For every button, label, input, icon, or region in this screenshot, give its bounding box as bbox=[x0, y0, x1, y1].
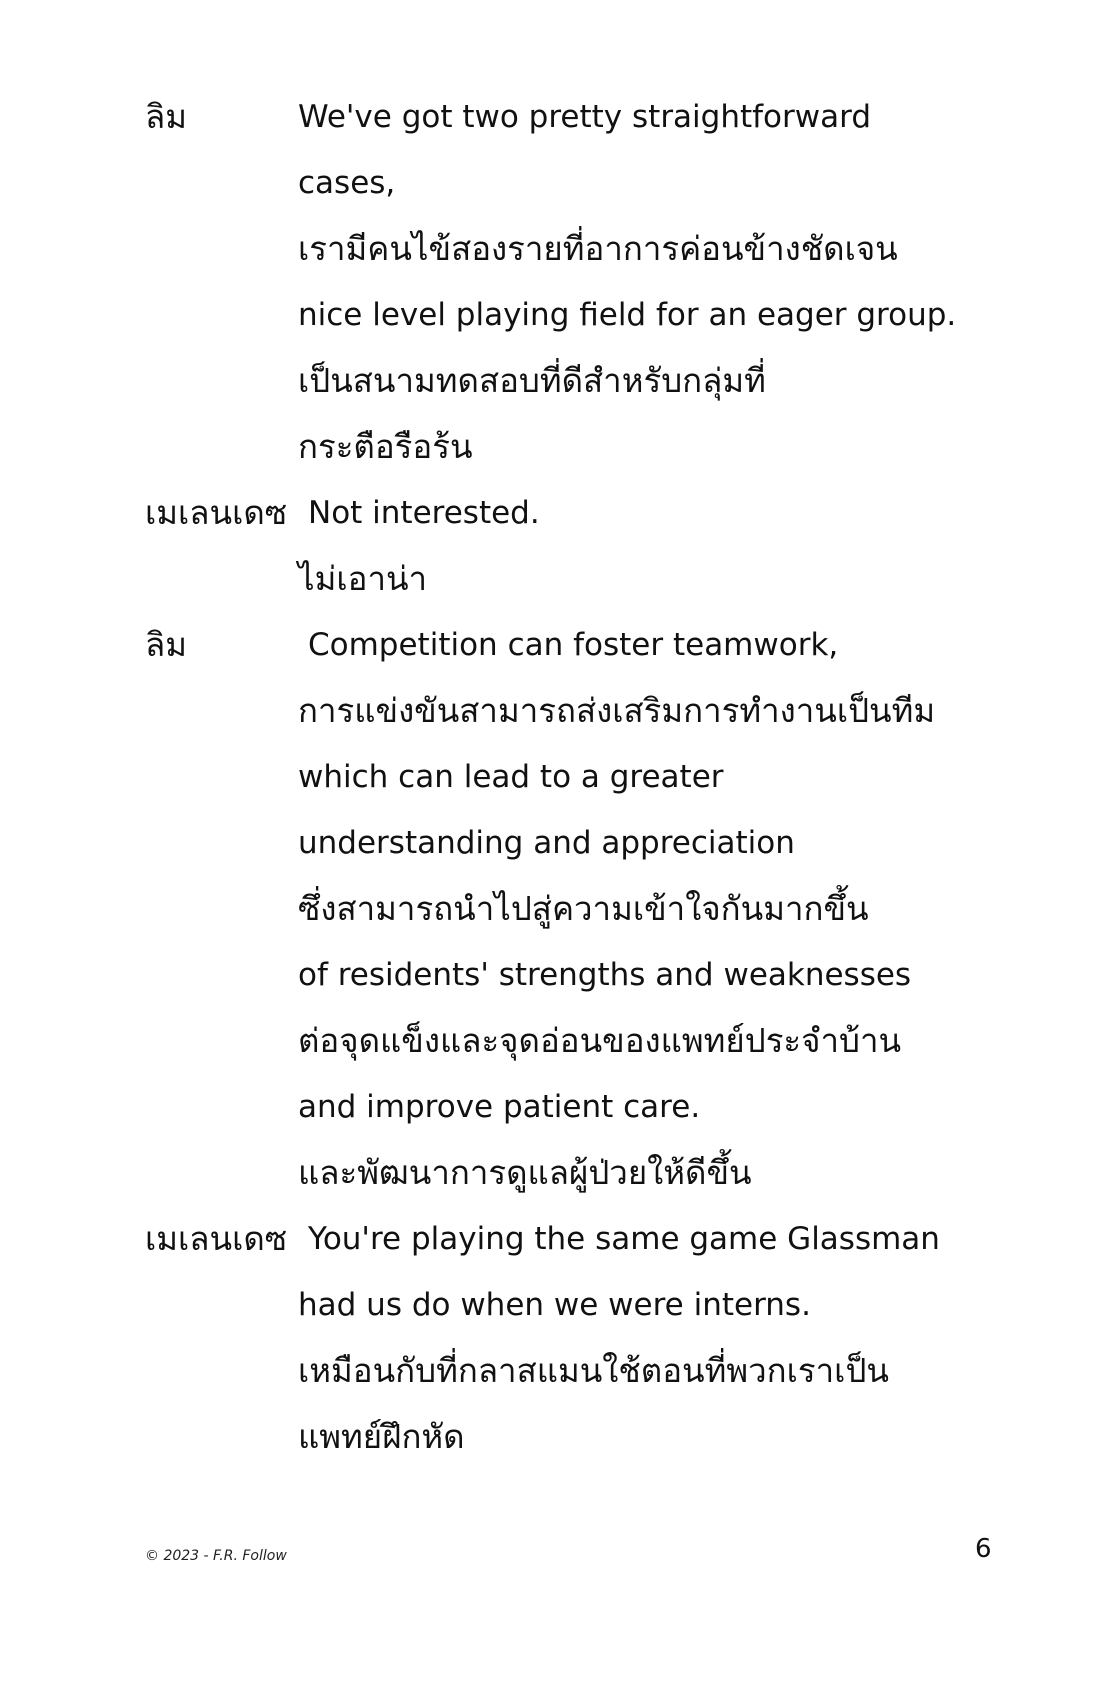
dialogue-line: understanding and appreciation bbox=[298, 825, 795, 861]
dialogue-line: Not interested. bbox=[308, 495, 540, 531]
dialogue-line: การแข่งขันสามารถส่งเสริมการทำงานเป็นทีม bbox=[298, 691, 936, 730]
speaker-name: ลิม bbox=[145, 625, 187, 664]
speaker-name: ลิม bbox=[145, 97, 187, 136]
dialogue-line: and improve patient care. bbox=[298, 1089, 701, 1125]
speaker-name: เมเลนเดซ bbox=[145, 1219, 288, 1258]
dialogue-line: nice level playing field for an eager group. bbox=[298, 297, 957, 333]
dialogue-line: แพทย์ฝึกหัด bbox=[298, 1417, 465, 1456]
dialogue-line: had us do when we were interns. bbox=[298, 1287, 811, 1323]
dialogue-line: We've got two pretty straightforward bbox=[298, 99, 872, 135]
dialogue-line: Competition can foster teamwork, bbox=[308, 627, 839, 663]
page-number: 6 bbox=[975, 1534, 992, 1564]
dialogue-line: cases, bbox=[298, 165, 396, 201]
dialogue-line: You're playing the same game Glassman bbox=[308, 1221, 940, 1257]
dialogue-line: และพัฒนาการดูแลผู้ป่วยให้ดีขึ้น bbox=[298, 1153, 752, 1192]
copyright-notice: © 2023 - F.R. Follow bbox=[145, 1548, 287, 1564]
dialogue-line: which can lead to a greater bbox=[298, 759, 724, 795]
dialogue-line: ต่อจุดแข็งและจุดอ่อนของแพทย์ประจำบ้าน bbox=[298, 1021, 902, 1060]
dialogue-line: เป็นสนามทดสอบที่ดีสำหรับกลุ่มที่ bbox=[298, 361, 766, 400]
dialogue-line: ซึ่งสามารถนำไปสู่ความเข้าใจกันมากขึ้น bbox=[298, 889, 869, 928]
dialogue-line: ไม่เอาน่า bbox=[298, 559, 428, 598]
dialogue-line: กระตือรือร้น bbox=[298, 427, 473, 466]
speaker-name: เมเลนเดซ bbox=[145, 493, 288, 532]
dialogue-line: เรามีคนไข้สองรายที่อาการค่อนข้างชัดเจน bbox=[298, 229, 898, 268]
dialogue-line: of residents' strengths and weaknesses bbox=[298, 957, 912, 993]
dialogue-line: เหมือนกับที่กลาสแมนใช้ตอนที่พวกเราเป็น bbox=[298, 1351, 889, 1390]
